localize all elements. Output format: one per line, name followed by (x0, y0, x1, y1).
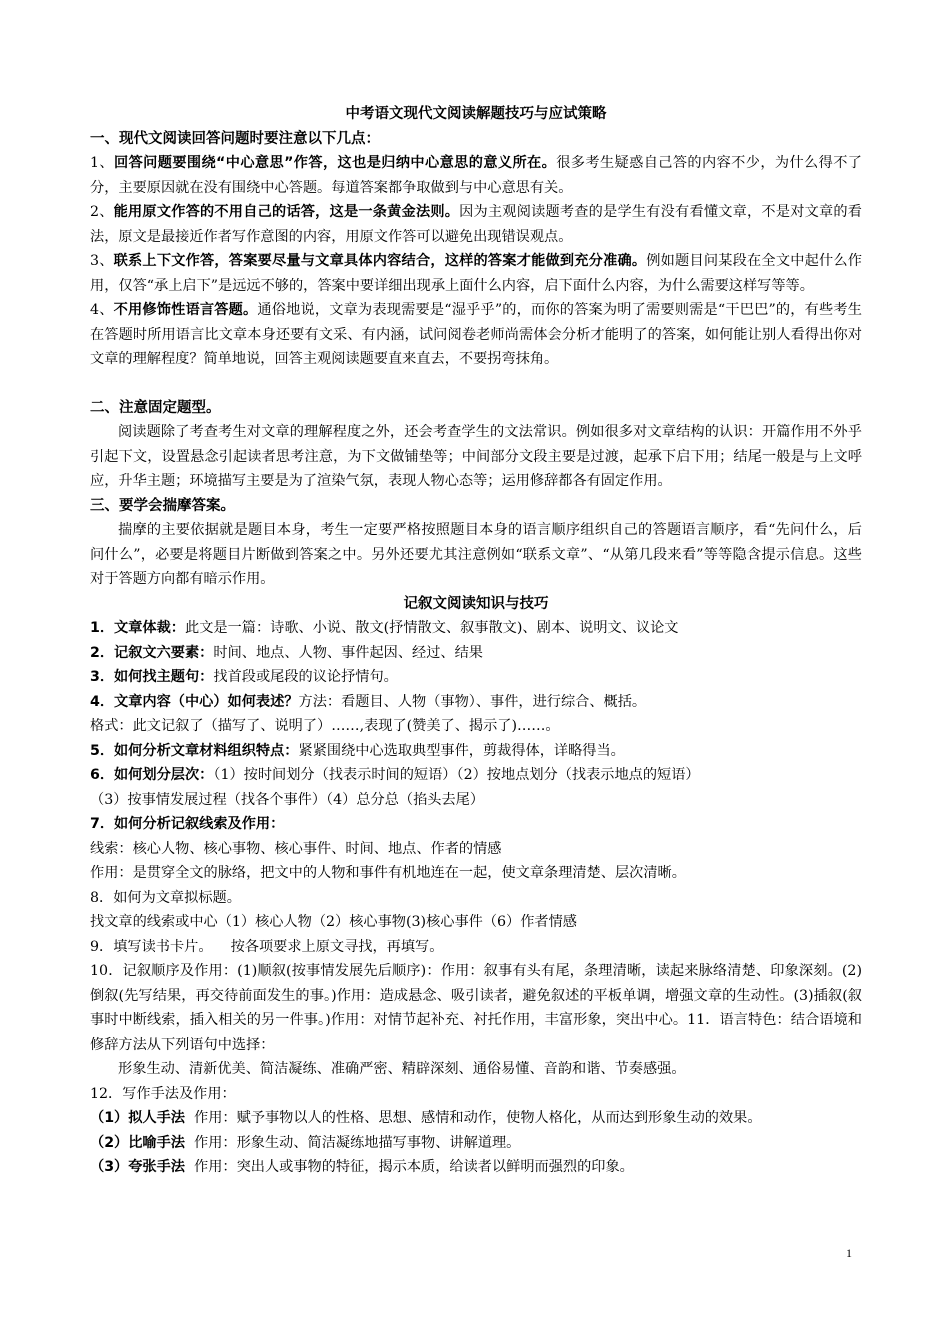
line-text: 时间、地点、人物、事件起因、经过、结果 (213, 644, 483, 661)
line-text: 方法：看题目、人物（事物）、事件，进行综合、概括。 (298, 693, 647, 710)
line-12: 12．写作手法及作用： (90, 1085, 236, 1102)
line-11b: 形象生动、清新优美、简洁凝练、准确严密、精辟深刻、通俗易懂、音韵和谐、节奏感强。 (118, 1061, 686, 1077)
line-6 (90, 763, 862, 788)
line-1 (90, 616, 862, 641)
section-2-heading: 二、注意固定题型。 (90, 399, 221, 416)
line-bold: 4．文章内容（中心）如何表述？ (90, 693, 299, 710)
line-text: 紧紧围绕中心选取典型事件，剪裁得体，详略得当。 (298, 742, 625, 759)
item-bold: 不用修饰性语言答题。 (113, 302, 258, 318)
item-num: 2、 (90, 204, 114, 220)
section-1-heading: 一、现代文阅读回答问题时要注意以下几点： (90, 130, 380, 147)
s1-item-4 (90, 298, 862, 372)
item-bold: 能用原文作答的不用自己的话答，这是一条黄金法则。 (113, 204, 460, 220)
item-text: 很多考生疑惑自己答的内容不少，为什么得不了分，主要原因就在没有围绕中心答题。每道答案都争取做到与中心意思有关。 (90, 155, 862, 196)
line-7 (90, 812, 862, 837)
method-label: （3）夸张手法 (90, 1159, 185, 1175)
part-2-title: 记叙文阅读知识与技巧 (403, 595, 549, 612)
line-text: 此文是一篇：诗歌、小说、散文(抒情散文、叙事散文)、剧本、说明文、议论文 (185, 620, 679, 636)
line-bold: 3．如何找主题句： (90, 669, 214, 685)
line-10: 10．记叙顺序及作用：(1)顺叙(按事情发展先后顺序)：作用：叙事有头有尾，条理清晰，读起来脉络清楚、印象深刻。(2)倒叙(先写结果，再交待前面发生的事。)作用：造成悬念、吸引读者，避免叙述的平板单调，增强文章的生动性。(3)插叙(叙事时中断线索，插入相关的另一件事。)作用：对情节起补充、衬托作用，丰富形象，突出中心。11．语言特色：结合语境和修辞方法从下列语句中选择： (90, 963, 862, 1053)
item-num: 1、 (90, 155, 114, 171)
line-text: 找首段或尾段的议论抒情句。 (213, 669, 398, 685)
line-8b: 找文章的线索或中心（1）核心人物（2）核心事物(3)核心事件（6）作者情感 (90, 914, 577, 930)
line-bold: 5．如何分析文章材料组织特点： (90, 742, 299, 759)
line-7b: 作用：是贯穿全文的脉络，把文中的人物和事件有机地连在一起，使文章条理清楚、层次清晰。 (90, 865, 686, 881)
line-bold: 6．如何划分层次： (90, 767, 214, 783)
method-label: （1）拟人手法 (90, 1110, 185, 1126)
line-bold: 2．记叙文六要素： (90, 644, 214, 661)
line-4 (90, 690, 862, 715)
method-3 (90, 1155, 862, 1180)
method-label: （2）比喻手法 (90, 1134, 185, 1151)
section-2-text: 阅读题除了考查考生对文章的理解程度之外，还会考查学生的文法常识。例如很多对文章结构的认识：开篇作用不外乎引起下文，设置悬念引起读者思考注意，为下文做铺垫等；中间部分文段主要是过渡，起承下启下用；结尾一般是与上文呼应，升华主题；环境描写主要是为了渲染气氛，表现人物心态等；运用修辞都各有固定作用。 (90, 424, 862, 489)
s1-item-3 (90, 249, 862, 298)
item-text: 例如题目问某段在全文中起什么作用，仅答“承上启下”是远远不够的，答案中要详细出现承上面什么内容，启下面什么内容，为什么需要这样写等等。 (90, 253, 862, 294)
line-8: 8．如何为文章拟标题。 (90, 889, 241, 906)
s1-item-1 (90, 151, 862, 200)
line-3 (90, 665, 862, 690)
line-5 (90, 739, 862, 764)
document-title: 中考语文现代文阅读解题技巧与应试策略 (345, 106, 607, 122)
page-number: 1 (846, 1246, 852, 1260)
s1-item-2 (90, 200, 862, 249)
line-2 (90, 641, 862, 666)
line-bold: 7．如何分析记叙线索及作用： (90, 816, 285, 832)
line-4b: 格式：此文记叙了（描写了、说明了）……,表现了(赞美了、揭示了)……。 (90, 718, 560, 734)
item-text: 通俗地说，文章为表现需要是“湿乎乎”的，而你的答案为明了需要则需是“干巴巴”的，有些考生在答题时所用语言比文章本身还要有文采、有内涵，试问阅卷老师尚需体会分析才能明了的答案，如何能让别人看得出你对文章的理解程度？简单地说，回答主观阅读题要直来直去，不要拐弯抹角。 (90, 302, 862, 367)
document-page (90, 102, 862, 1180)
item-bold: 联系上下文作答，答案要尽量与文章具体内容结合，这样的答案才能做到充分准确。 (113, 253, 647, 269)
section-3-text: 揣摩的主要依据就是题目本身，考生一定要严格按照题目本身的语言顺序组织自己的答题语言顺序，看“先问什么，后问什么”，必要是将题目片断做到答案之中。另外还要尤其注意例如“联系文章”、“从第几段来看”等等隐含提示信息。这些对于答题方向都有暗示作用。 (90, 522, 862, 587)
item-num: 4、 (90, 302, 114, 318)
item-num: 3、 (90, 253, 114, 269)
method-1 (90, 1106, 862, 1131)
line-9: 9．填写读书卡片。 按各项要求上原文寻找，再填写。 (90, 938, 444, 955)
line-7a: 线索：核心人物、核心事物、核心事件、时间、地点、作者的情感 (90, 840, 502, 857)
line-bold: 1．文章体裁： (90, 620, 185, 636)
item-text: 因为主观阅读题考查的是学生有没有看懂文章，不是对文章的看法，原文是最接近作者写作意图的内容，用原文作答可以避免出现错误观点。 (90, 204, 862, 245)
section-3-heading: 三、要学会揣摩答案。 (90, 497, 235, 514)
method-text: 作用：赋予事物以人的性格、思想、感情和动作，使物人格化，从而达到形象生动的效果。 (194, 1110, 762, 1126)
spacer (90, 372, 862, 396)
line-6b: （3）按事情发展过程（找各个事件）（4）总分总（掐头去尾） (90, 791, 485, 808)
method-text: 作用：形象生动、简洁凝练地描写事物、讲解道理。 (194, 1134, 521, 1151)
method-2 (90, 1131, 862, 1156)
line-text: （1）按时间划分（找表示时间的短语）（2）按地点划分（找表示地点的短语） (213, 767, 700, 783)
method-text: 作用：突出人或事物的特征，揭示本质，给读者以鲜明而强烈的印象。 (194, 1159, 634, 1175)
item-bold: 回答问题要围绕“中心意思”作答，这也是归纳中心意思的意义所在。 (114, 155, 557, 171)
